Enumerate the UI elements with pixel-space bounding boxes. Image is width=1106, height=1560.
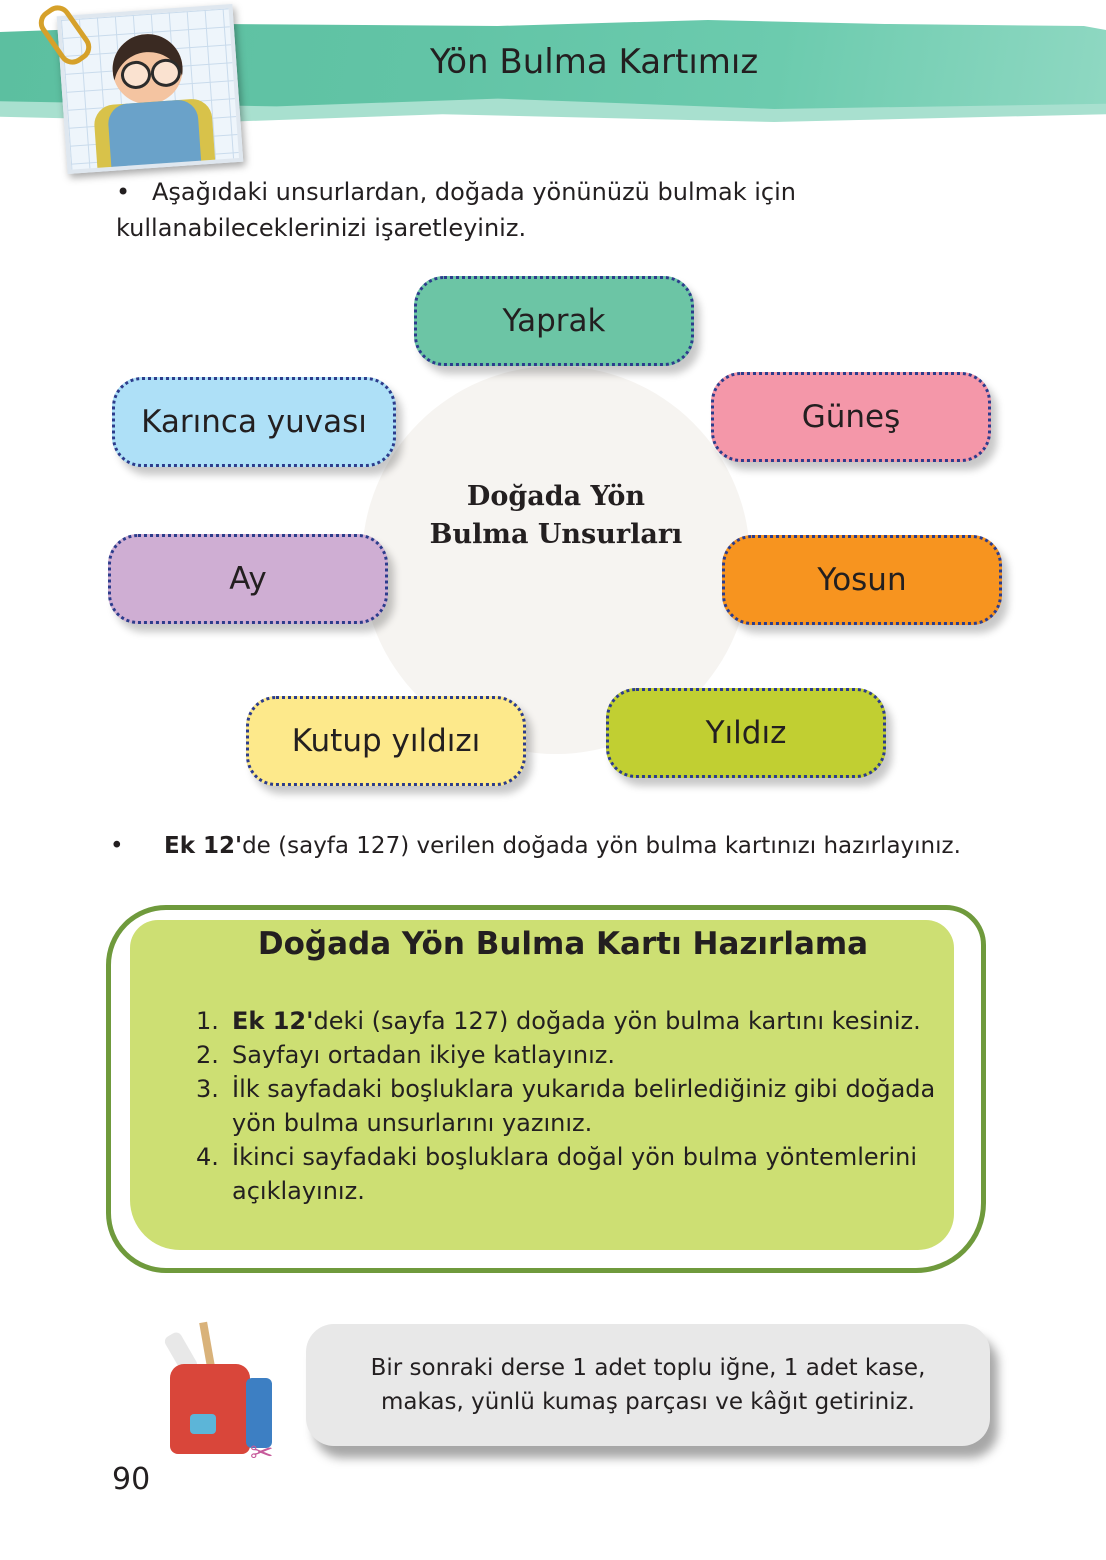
step-text: İlk sayfadaki boşluklara yukarıda belirlediğiniz gibi doğada yön bulma unsurlarını yazınız. — [232, 1075, 936, 1137]
option-yildiz[interactable] — [606, 688, 886, 778]
step-item — [196, 1038, 956, 1072]
option-ay[interactable] — [108, 534, 388, 624]
boy-illustration — [57, 4, 244, 174]
option-label: Yaprak — [502, 303, 606, 339]
bullet-icon: • — [110, 833, 124, 859]
option-gunes[interactable] — [711, 372, 991, 462]
step-item — [196, 1004, 956, 1038]
step-number: 3. — [196, 1075, 219, 1103]
step-text: Sayfayı ortadan ikiye katlayınız. — [232, 1041, 616, 1069]
step-number: 1. — [196, 1007, 219, 1035]
page-number: 90 — [112, 1462, 151, 1497]
instruction-text — [116, 174, 836, 246]
step-number: 2. — [196, 1041, 219, 1069]
option-label: Ay — [229, 561, 267, 597]
task-body: de (sayfa 127) verilen doğada yön bulma kartınızı hazırlayınız. — [242, 833, 961, 859]
step-item — [196, 1140, 956, 1208]
step-number: 4. — [196, 1143, 219, 1171]
step-text: deki (sayfa 127) doğada yön bulma kartını kesiniz. — [313, 1007, 921, 1035]
step-bold: Ek 12' — [232, 1007, 314, 1035]
bullet-icon: • — [116, 178, 131, 206]
task-text — [110, 833, 1010, 859]
option-karinca-yuvasi[interactable] — [112, 377, 396, 467]
step-item — [196, 1072, 956, 1140]
glasses-icon — [116, 58, 181, 84]
option-label: Yosun — [817, 562, 907, 598]
school-bag-illustration — [150, 1318, 300, 1468]
boy-body-illustration — [107, 99, 202, 174]
option-label: Kutup yıldızı — [291, 723, 481, 759]
note-text: Bir sonraki derse 1 adet toplu iğne, 1 adet kase, makas, yünlü kumaş parçası ve kâğıt getiriniz. — [370, 1355, 926, 1415]
option-label: Güneş — [801, 399, 901, 435]
center-title — [362, 478, 750, 554]
center-title-line1: Doğada Yön — [466, 481, 646, 512]
option-kutup-yildizi[interactable] — [246, 696, 526, 786]
page-title: Yön Bulma Kartımız — [430, 42, 759, 82]
backpack-icon — [170, 1364, 250, 1454]
preparation-title: Doğada Yön Bulma Kartı Hazırlama — [257, 926, 869, 962]
scissors-icon: ✂ — [250, 1436, 274, 1469]
option-label: Yıldız — [705, 715, 787, 751]
instruction-body: Aşağıdaki unsurlardan, doğada yönünüzü bulmak için kullanabileceklerinizi işaretleyiniz. — [116, 178, 796, 242]
center-title-line2: Bulma Unsurları — [429, 519, 683, 550]
option-yosun[interactable] — [722, 535, 1002, 625]
preparation-steps — [196, 1004, 956, 1208]
step-text: İkinci sayfadaki boşluklara doğal yön bulma yöntemlerini açıklayınız. — [232, 1143, 918, 1205]
backpack-pocket-icon — [190, 1414, 216, 1434]
materials-note — [306, 1324, 990, 1446]
task-bold: Ek 12' — [164, 833, 243, 859]
option-label: Karınca yuvası — [141, 404, 367, 440]
option-yaprak[interactable] — [414, 276, 694, 366]
